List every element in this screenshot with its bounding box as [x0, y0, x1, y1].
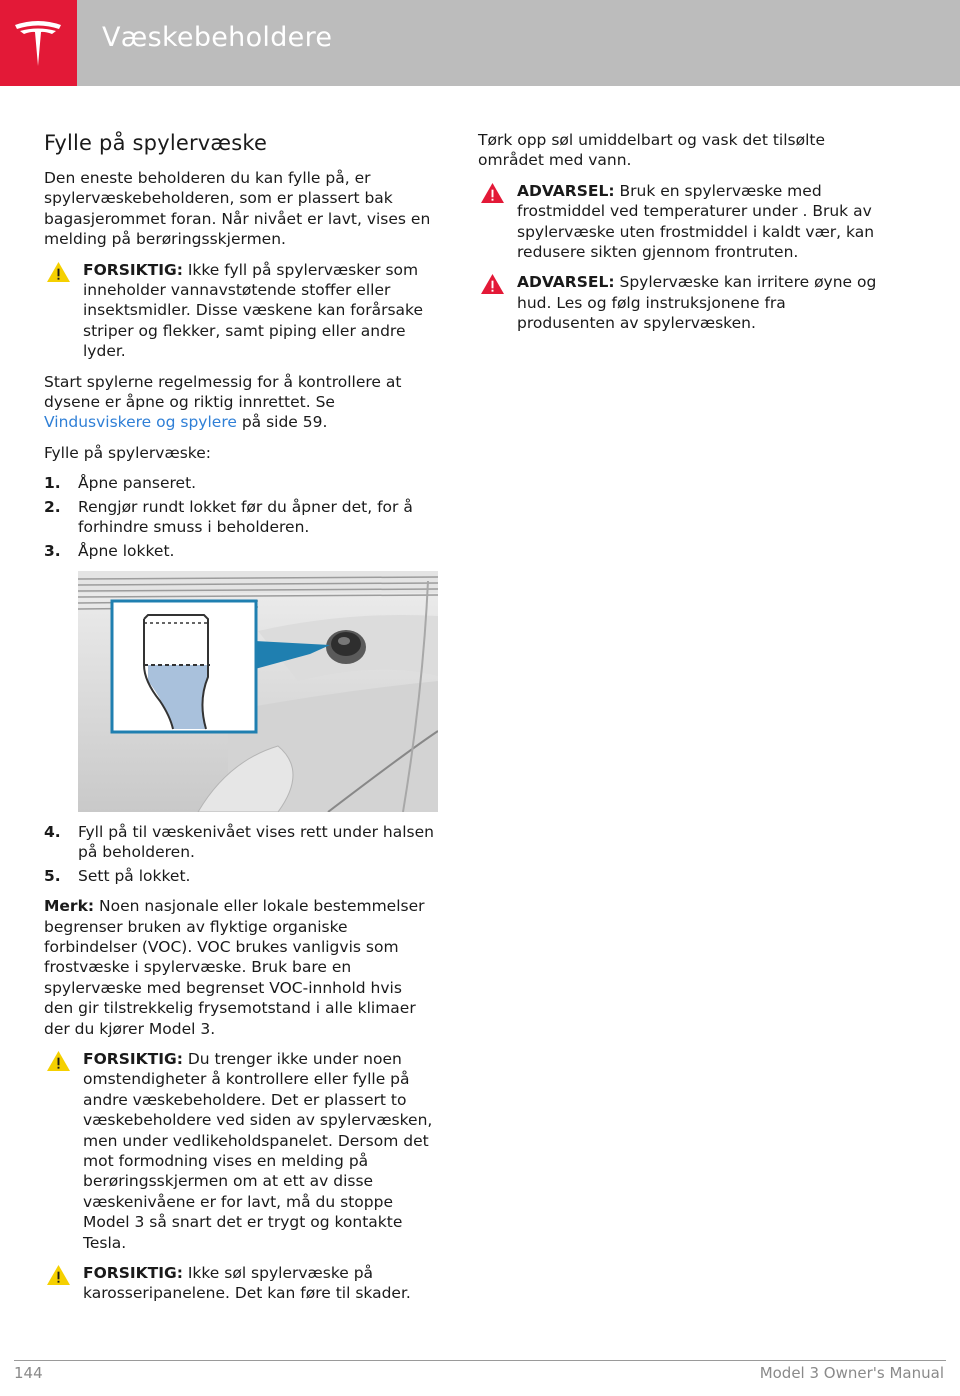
page-header [0, 0, 960, 86]
tesla-t-icon [12, 16, 64, 70]
caution-icon [46, 261, 71, 283]
cleanup-paragraph: Tørk opp søl umiddelbart og vask det tilsølte området med vann. [478, 131, 826, 170]
voc-note [44, 896, 436, 1039]
warning-icon [480, 273, 505, 295]
step-text: Åpne lokket. [78, 541, 175, 560]
warning-label: ADVARSEL: [517, 273, 615, 292]
section-heading: Fylle på spylervæske [44, 131, 268, 155]
washer-reservoir-illustration [78, 571, 438, 812]
step-text: Rengjør rundt lokket før du åpner det, for å forhindre smuss i beholderen. [78, 497, 413, 537]
step-text: Åpne panseret. [78, 474, 197, 493]
link-tail: på side 59. [236, 413, 328, 432]
caution-icon [46, 1050, 71, 1072]
intro-paragraph: Den eneste beholderen du kan fylle på, er spylervæskebeholderen, som er plassert bak bagasjerommet foran. Når nivået er lavt, vises en melding på berøringsskjermen. [44, 169, 431, 249]
left-column [44, 130, 436, 1314]
step-text: Fyll på til væskenivået vises rett under halsen på beholderen. [78, 822, 434, 862]
footer-divider [14, 1360, 946, 1361]
list-item [44, 541, 436, 561]
caution-note-3 [44, 1263, 436, 1304]
step-number: 4. [44, 822, 61, 841]
right-column [478, 130, 878, 344]
warning-note-1 [478, 181, 878, 263]
manual-name: Model 3 Owner's Manual [759, 1364, 944, 1382]
warning-label: ADVARSEL: [517, 181, 615, 200]
wipers-link[interactable]: Vindusviskere og spylere [44, 413, 237, 432]
caution-text: Ikke søl spylervæske på karosseripanelene. Det kan føre til skader. [83, 1264, 411, 1303]
caution-note-2 [44, 1049, 436, 1253]
step-text: Sett på lokket. [78, 866, 191, 885]
caution-label: FORSIKTIG: [83, 1264, 183, 1283]
list-item [44, 473, 436, 493]
warning-text: Spylervæske kan irritere øyne og hud. Les og følg instruksjonene fra produsenten av spylervæsken. [517, 273, 877, 333]
caution-label: FORSIKTIG: [83, 1049, 183, 1068]
start-paragraph [44, 372, 436, 433]
step-number: 5. [44, 866, 61, 885]
list-item [44, 497, 436, 538]
steps-list-a [44, 473, 436, 561]
list-item [44, 822, 436, 863]
step-number: 2. [44, 497, 61, 516]
start-text: Start spylerne regelmessig for å kontrollere at dysene er åpne og riktig innrettet. Se [44, 372, 402, 412]
caution-note-1 [44, 260, 436, 362]
caution-text: Ikke fyll på spylervæsker som inneholder vannavstøtende stoffer eller insektsmidler. Disse væskene kan forårsake striper og flekker, samt piping eller andre lyder. [83, 260, 424, 361]
warning-text: Bruk en spylervæske med frostmiddel ved temperaturer under . Bruk av spylervæske uten frostmiddel i kaldt vær, kan redusere sikten gjennom frontruten. [517, 181, 875, 262]
steps-list-b [44, 822, 436, 886]
note-label: Merk: [44, 897, 95, 916]
page-title: Væskebeholdere [102, 22, 333, 53]
step-number: 3. [44, 541, 61, 560]
warning-icon [480, 182, 505, 204]
step-number: 1. [44, 474, 61, 493]
note-text: Noen nasjonale eller lokale bestemmelser begrenser bruken av flyktige organiske forbindelser (VOC). VOC brukes vanligvis som frostvæske i spylervæske. Bruk bare en spylervæske med begrenset VOC-innhold hvis den gir tilstrekkelig frysemotstand i alle klimaer der du kjører Model 3. [44, 897, 425, 1038]
caution-icon [46, 1264, 71, 1286]
caution-text: Du trenger ikke under noen omstendigheter å kontrollere eller fylle på andre væskebeholdere. Det er plassert to væskebeholdere ved siden av spylervæsken, men under vedlikeholdspanelet. Dersom det mot formodning vises en melding på berøringsskjermen om at ett av disse væskenivåene er for lavt, må du stoppe Model 3 så snart det er trygt og kontakte Tesla. [83, 1049, 433, 1252]
tesla-logo [0, 0, 77, 86]
fill-intro: Fylle på spylervæske: [44, 443, 211, 462]
warning-note-2 [478, 272, 878, 333]
list-item [44, 866, 436, 886]
page-number: 144 [14, 1364, 43, 1382]
caution-label: FORSIKTIG: [83, 260, 183, 279]
